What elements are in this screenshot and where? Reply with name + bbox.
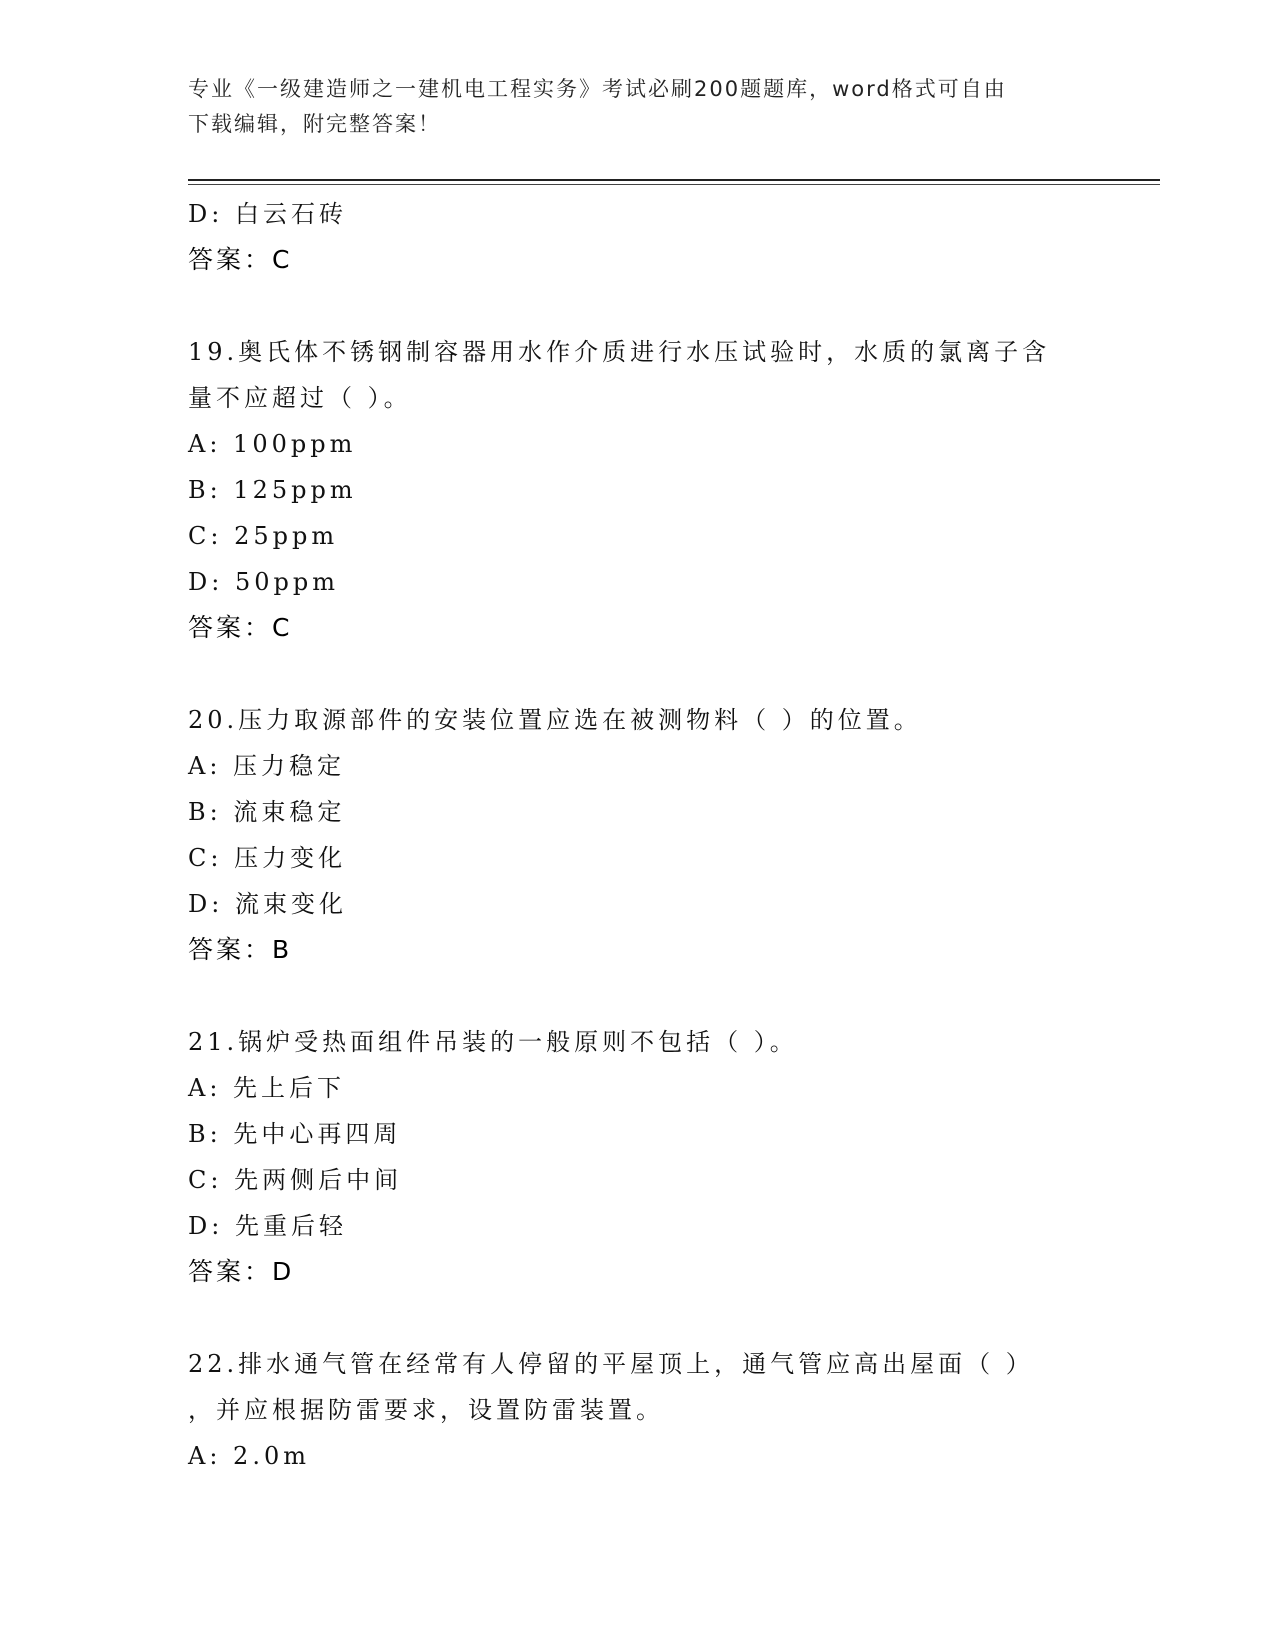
question-20-option-a: A: 压力稳定 [188,752,346,780]
question-22-option-a: A: 2.0m [188,1442,310,1470]
question-19-option-c: C: 25ppm [188,522,339,550]
question-19-option-a: A: 100ppm [188,430,357,458]
question-20-option-c: C: 压力变化 [188,844,347,872]
question-20-option-b: B: 流束稳定 [188,798,346,826]
question-19-answer: 答案：C [188,613,293,642]
header-divider-thin [188,184,1160,185]
question-22-stem-line-2: ，并应根据防雷要求，设置防雷装置。 [188,1396,664,1424]
question-19-stem-line-1: 19.奥氏体不锈钢制容器用水作介质进行水压试验时，水质的氯离子含 [188,338,1051,366]
header-line-1: 专业《一级建造师之一建机电工程实务》考试必刷200题题库，word格式可自由 [188,77,1007,101]
question-21-option-b: B: 先中心再四周 [188,1120,402,1148]
question-22-stem-line-1: 22.排水通气管在经常有人停留的平屋顶上，通气管应高出屋面（ ） [188,1350,1034,1378]
question-22 [188,1341,1088,1479]
question-19 [188,329,1088,651]
question-19-stem-line-2: 量不应超过（ ）。 [188,384,412,412]
question-21 [188,1019,1088,1295]
question-19-option-d: D: 50ppm [188,568,339,596]
question-21-option-d: D: 先重后轻 [188,1212,347,1240]
question-19-option-b: B: 125ppm [188,476,357,504]
prev-answer: 答案：C [188,245,293,274]
header-divider-thick [188,179,1160,181]
question-20-stem-line-1: 20.压力取源部件的安装位置应选在被测物料（ ）的位置。 [188,706,922,734]
question-content [188,191,1088,1479]
header-line-2: 下载编辑，附完整答案！ [188,112,441,136]
question-21-stem-line-1: 21.锅炉受热面组件吊装的一般原则不包括（ ）。 [188,1028,798,1056]
document-header [188,72,1088,142]
question-20 [188,697,1088,973]
question-20-option-d: D: 流束变化 [188,890,347,918]
question-21-option-a: A: 先上后下 [188,1074,346,1102]
question-21-answer: 答案：D [188,1257,295,1286]
question-20-answer: 答案：B [188,935,293,964]
question-21-option-c: C: 先两侧后中间 [188,1166,403,1194]
prev-option-d: D: 白云石砖 [188,200,347,228]
